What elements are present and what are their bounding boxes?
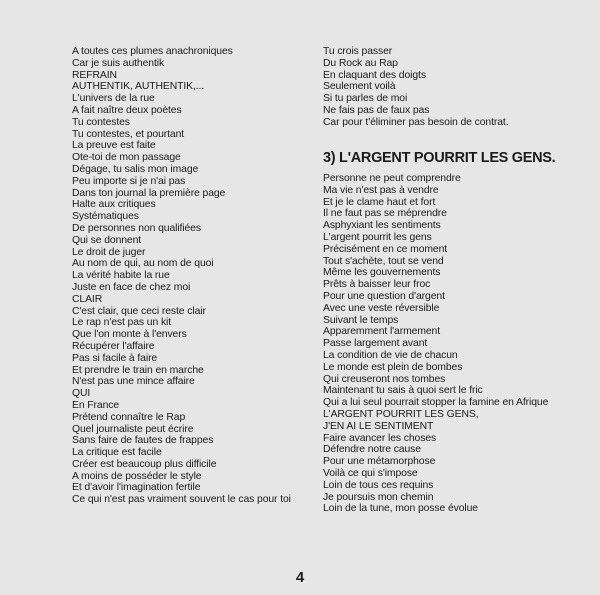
lyric-line: Peu importe si je n'ai pas xyxy=(72,175,186,187)
lyric-line: En France xyxy=(72,399,120,411)
right-lyrics-column-top xyxy=(323,46,593,129)
lyric-line: La vérité habite la rue xyxy=(72,270,170,282)
lyric-line: J'EN AI LE SENTIMENT xyxy=(323,420,434,432)
lyric-line: Voilà ce qui s'impose xyxy=(323,467,418,479)
left-lyrics-column xyxy=(72,46,300,506)
lyric-line: Et prendre le train en marche xyxy=(72,364,204,376)
lyric-line: Prêts à baisser leur froc xyxy=(323,279,431,291)
lyric-line: Juste en face de chez moi xyxy=(72,281,191,293)
lyric-line: Il ne faut pas se méprendre xyxy=(323,208,447,220)
lyric-line: Quel journaliste peut écrire xyxy=(72,423,194,435)
lyric-line: Récupérer l'affaire xyxy=(72,340,155,352)
lyric-line: Ma vie n'est pas à vendre xyxy=(323,184,439,196)
lyric-line: Pas si facile à faire xyxy=(72,352,158,364)
lyric-line: A toutes ces plumes anachroniques xyxy=(72,46,233,57)
lyric-line: Si tu parles de moi xyxy=(323,93,408,105)
lyric-line: L'ARGENT POURRIT LES GENS, xyxy=(323,408,479,420)
lyric-line: Je poursuis mon chemin xyxy=(323,491,434,503)
lyric-line: Le monde est plein de bombes xyxy=(323,361,463,373)
lyric-line: La critique est facile xyxy=(72,447,162,459)
lyric-line: Avec une veste réversible xyxy=(323,302,440,314)
lyric-line: Loin de tous ces requins xyxy=(323,479,434,491)
lyric-line: Apparemment l'armement xyxy=(323,326,441,338)
lyric-line: Même les gouvernements xyxy=(323,267,441,279)
lyric-line: Créer est beaucoup plus difficile xyxy=(72,458,217,470)
section-title: 3) L'ARGENT POURRIT LES GENS. xyxy=(323,150,556,166)
lyric-line: Qui se donnent xyxy=(72,234,142,246)
right-lyrics-column-bottom xyxy=(323,173,593,515)
lyric-line: Qui a lui seul pourrait stopper la famine en Afrique xyxy=(323,397,549,409)
lyric-line: A moins de posséder le style xyxy=(72,470,202,482)
lyric-line: Et d'avoir l'imagination fertile xyxy=(72,482,201,494)
lyric-line: La condition de vie de chacun xyxy=(323,349,458,361)
page-number: 4 xyxy=(295,569,305,586)
lyric-line: De personnes non qualifiées xyxy=(72,222,202,234)
lyric-line: Systématiques xyxy=(72,211,139,223)
lyric-line: Défendre notre cause xyxy=(323,444,421,456)
lyric-line: En claquant des doigts xyxy=(323,69,426,81)
lyric-line: Suivant le temps xyxy=(323,314,399,326)
lyric-line: Asphyxiant les sentiments xyxy=(323,220,441,232)
lyric-line: Dégage, tu salis mon image xyxy=(72,163,199,175)
lyric-line: CLAIR xyxy=(72,293,103,305)
lyric-line: Passe largement avant xyxy=(323,338,428,350)
lyric-line: Faire avancer les choses xyxy=(323,432,437,444)
lyric-line: Que l'on monte à l'envers xyxy=(72,329,187,341)
lyric-line: Loin de la tune, mon posse évolue xyxy=(323,503,478,515)
lyric-line: Maintenant tu sais à quoi sert le fric xyxy=(323,385,483,397)
lyric-line: Tout s'achète, tout se vend xyxy=(323,255,444,267)
lyric-line: Tu crois passer xyxy=(323,46,393,57)
lyric-line: Sans faire de fautes de frappes xyxy=(72,435,214,447)
lyric-line: Et je le clame haut et fort xyxy=(323,196,436,208)
lyric-line: Au nom de qui, au nom de quoi xyxy=(72,258,214,270)
lyric-line: Le rap n'est pas un kit xyxy=(72,317,172,329)
lyric-line: Le droit de juger xyxy=(72,246,146,258)
lyric-line: Tu contestes, et pourtant xyxy=(72,128,185,140)
lyric-line: C'est clair, que ceci reste clair xyxy=(72,305,206,317)
lyric-line: QUI xyxy=(72,388,91,400)
lyric-line: Pour une question d'argent xyxy=(323,290,445,302)
lyric-line: L'univers de la rue xyxy=(72,93,155,105)
lyric-line: Car je suis authentik xyxy=(72,57,165,69)
lyric-line: REFRAIN xyxy=(72,69,117,81)
lyric-line: Seulement voilà xyxy=(323,81,396,93)
lyric-line: Pour une métamorphose xyxy=(323,456,436,468)
lyric-line: AUTHENTIK, AUTHENTIK,... xyxy=(72,81,205,93)
lyric-line: A fait naître deux poètes xyxy=(72,104,182,116)
lyric-line: Qui creuseront nos tombes xyxy=(323,373,446,385)
lyric-line: Personne ne peut comprendre xyxy=(323,173,461,184)
lyric-line: Précisément en ce moment xyxy=(323,243,448,255)
lyric-line: Dans ton journal la première page xyxy=(72,187,226,199)
lyric-line: Ote-toi de mon passage xyxy=(72,152,181,164)
lyric-line: Prétend connaître le Rap xyxy=(72,411,186,423)
lyric-line: N'est pas une mince affaire xyxy=(72,376,195,388)
lyric-line: Car pour t'éliminer pas besoin de contrat. xyxy=(323,116,509,128)
lyric-line: Halte aux critiques xyxy=(72,199,156,211)
lyric-line: Du Rock au Rap xyxy=(323,57,398,69)
lyric-line: L'argent pourrit les gens xyxy=(323,231,432,243)
lyric-line: La preuve est faite xyxy=(72,140,156,152)
lyric-line: Ce qui n'est pas vraiment souvent le cas pour toi xyxy=(72,494,291,506)
lyric-line: Tu contestes xyxy=(72,116,130,128)
lyric-line: Ne fais pas de faux pas xyxy=(323,104,430,116)
